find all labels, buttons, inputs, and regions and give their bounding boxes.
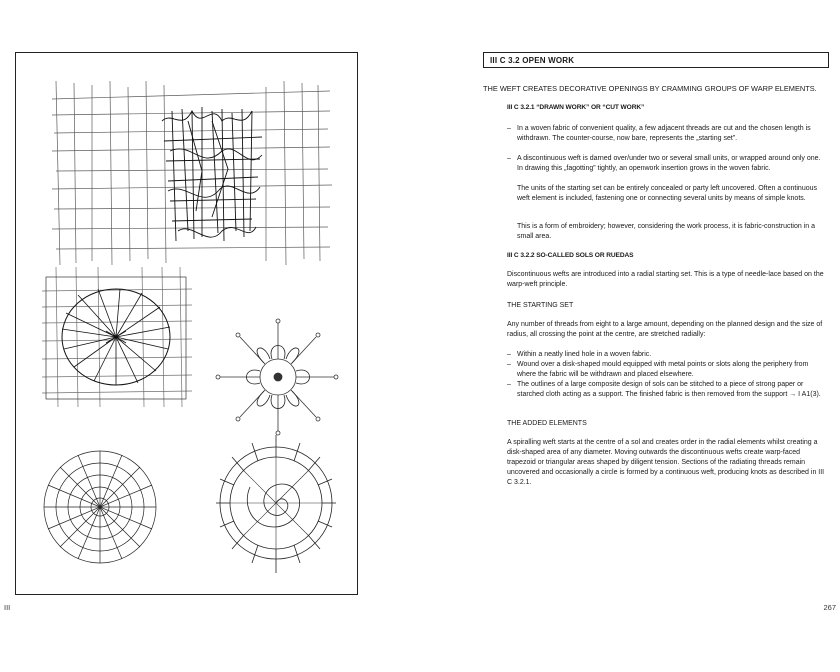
illustration-plate [15, 52, 358, 595]
subsection-heading-3-2-2: III C 3.2.2 SO-CALLED SOLS OR RUEDAS [507, 252, 634, 259]
paragraph: A spiralling weft starts at the centre of a sol and creates order in the radial elements whilst creating a disk-shaped area of any diameter. Moving outwards the discontinuous wefts create warp-faced trapezoid or triangular areas shaped by diligent tension. Sections of the radiating threads remain uncovered and occasionally a circle is formed by a continuous weft, producing knots as described in III C 3.2.1. [507, 439, 825, 486]
dash-icon: – [507, 381, 511, 388]
paragraph-continuation: This is a form of embroidery; however, considering the work process, it is fabric-construction in a small area. [517, 223, 816, 240]
bullet-text: Within a neatly lined hole in a woven fabric. [517, 351, 652, 358]
right-page-number: 267 [823, 603, 836, 612]
subsection-heading-3-2-1: III C 3.2.1 “DRAWN WORK” OR “CUT WORK” [507, 104, 645, 111]
section-title: III C 3.2 OPEN WORK [483, 52, 829, 68]
bullet-text: Wound over a disk-shaped mould equipped with metal points or slots along the periphery from where the fabric will be withdrawn and placed elsewhere. [517, 361, 809, 378]
sol-petals-sketch [206, 311, 346, 441]
bullet-text: A discontinuous weft is darned over/under two or several small units, or wrapped around only one. In drawing this „fagotting” tightly, an openwork insertion grows in the woven fabric. [517, 155, 821, 172]
grid-weave-sketch [52, 81, 332, 267]
radial-wheel-sketch [212, 427, 340, 577]
dash-icon: – [507, 125, 511, 132]
dash-icon: – [507, 361, 511, 368]
added-elements-heading: THE ADDED ELEMENTS [507, 420, 587, 427]
starting-set-heading: THE STARTING SET [507, 302, 574, 309]
paragraph: Discontinuous wefts are introduced into a radial starting set. This is a type of needle-lace based on the warp-weft principle. [507, 271, 824, 288]
radial-frame-sketch [42, 267, 192, 407]
paragraph: Any number of threads from eight to a large amount, depending on the planned design and the size of radius, all crossing the point at the centre, are stretched radially: [507, 321, 823, 338]
bullet-text: In a woven fabric of convenient quality, a few adjacent threads are cut and the chosen length is withdrawn. The counter-course, now bare, represents the „starting set”. [517, 125, 811, 142]
dash-icon: – [507, 155, 511, 162]
intro-statement: THE WEFT CREATES DECORATIVE OPENINGS BY CRAMMING GROUPS OF WARP ELEMENTS. [483, 84, 817, 93]
dash-icon: – [507, 351, 511, 358]
spiral-web-sketch [38, 445, 162, 569]
bullet-text: The outlines of a large composite design of sols can be stitched to a piece of strong paper or starched cloth acting as a support. The finished fabric is then removed from the support → I A1(3). [517, 381, 821, 398]
left-page-number: III [4, 603, 11, 612]
paragraph-continuation: The units of the starting set can be entirely concealed or party left uncovered. Often a continuous weft element is included, fastening one or connecting several units by means of simple knots. [517, 185, 818, 202]
